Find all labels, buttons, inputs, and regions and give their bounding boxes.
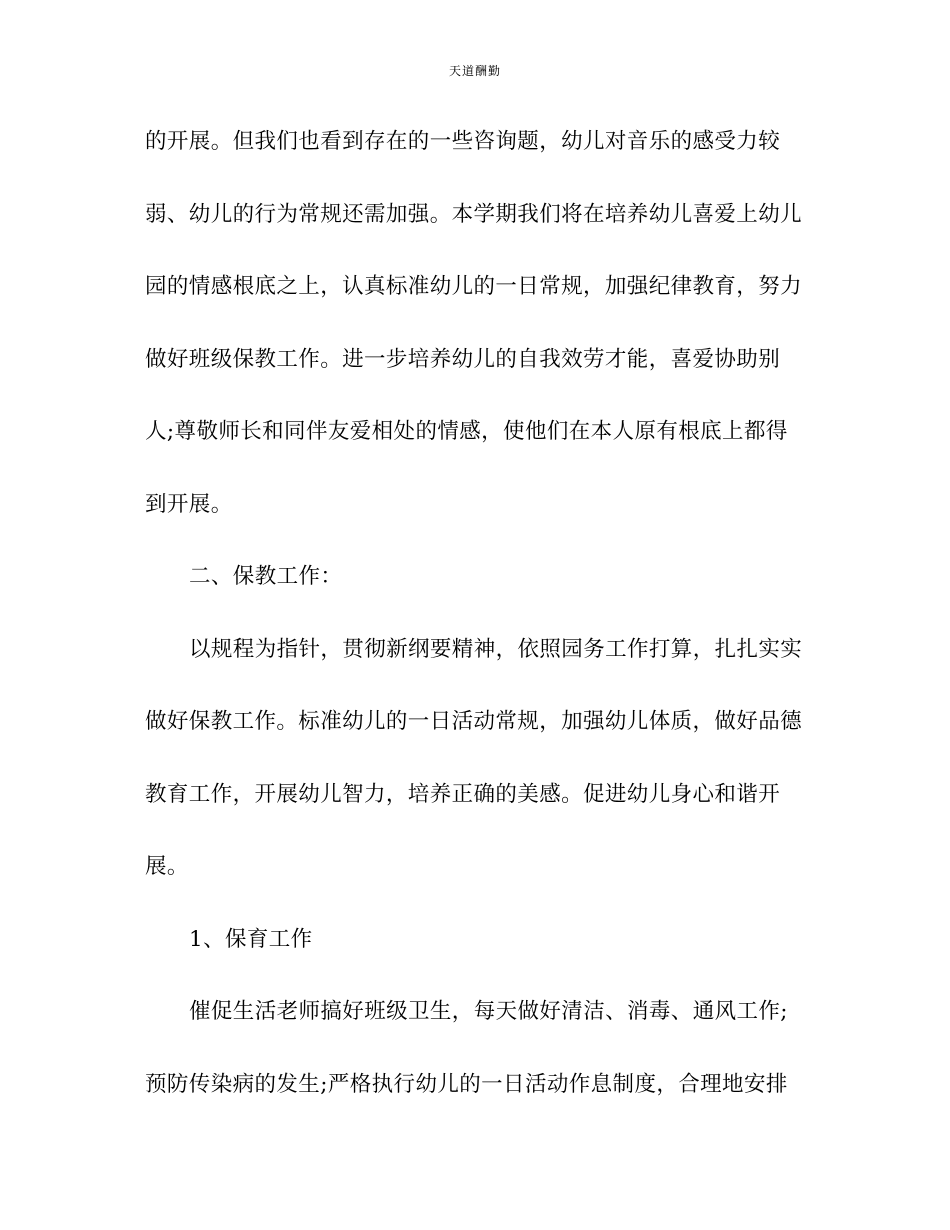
text-line: 园的情感根底之上，认真标准幼儿的一日常规，加强纪律教育，努力 [145, 274, 803, 299]
text-line: 做好保教工作。标准幼儿的一日活动常规，加强幼儿体质，做好品德 [145, 709, 803, 734]
text-line: 预防传染病的发生;严格执行幼儿的一日活动作息制度，合理地安排 [145, 1071, 788, 1097]
text-line: 人;尊敬师长和同伴友爱相处的情感，使他们在本人原有根底上都得 [145, 419, 788, 444]
text-line: 以规程为指针，贯彻新纲要精神，依照园务工作打算，扎扎实实 [189, 636, 803, 662]
text-line: 的开展。但我们也看到存在的一些咨询题，幼儿对音乐的感受力较 [145, 129, 781, 154]
document-body [145, 118, 815, 1133]
text-line: 催促生活老师搞好班级卫生，每天做好清洁、消毒、通风工作; [189, 999, 788, 1024]
text-line: 到开展。 [145, 491, 233, 517]
text-line: 教育工作，开展幼儿智力，培养正确的美感。促进幼儿身心和谐开 [145, 781, 781, 807]
page-header: 天道酬勤 [448, 64, 501, 78]
subsection-heading: 1、保育工作 [189, 926, 313, 952]
text-line: 弱、幼儿的行为常规还需加强。本学期我们将在培养幼儿喜爱上幼儿 [145, 201, 803, 227]
text-line: 展。 [145, 854, 189, 879]
text-line: 做好班级保教工作。进一步培养幼儿的自我效劳才能，喜爱协助别 [145, 346, 781, 372]
section-heading: 二、保教工作： [189, 564, 343, 589]
